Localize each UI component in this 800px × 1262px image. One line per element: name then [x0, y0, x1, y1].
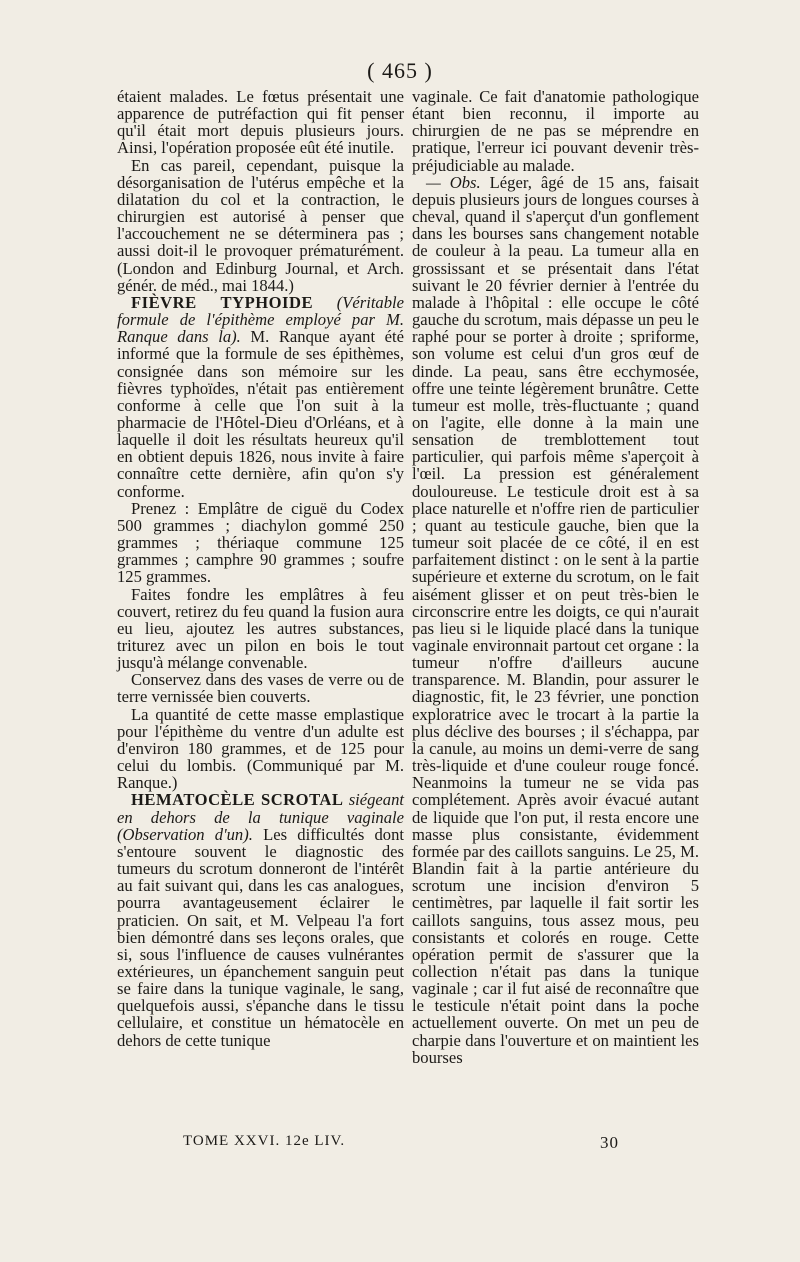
article-subtitle: siégeant en dehors de la tunique vaginale (Observation d'un). — [117, 790, 404, 844]
paragraph: vaginale. Ce fait d'anatomie pathologique étant bien reconnu, il importe au chirurgien de ne pas se méprendre en pratique, l'erreur ici pouvant devenir très-préjudiciable au malade. — [412, 87, 699, 175]
article-typhoid — [117, 294, 404, 500]
paragraph: étaient malades. Le fœtus présentait une apparence de putréfaction qui fit penser qu'il était mort depuis plusieurs jours. Ainsi, l'opération proposée eût été inutile. — [117, 87, 404, 158]
article-text: M. Ranque ayant été informé que la formule de ses épithèmes, consignée dans son mémoire sur les fièvres typhoïdes, n'était pas entièrement conforme à celle que l'on suit à la pharmacie de l'Hôtel-Dieu d'Orléans, et à laquelle il doit les résultats heureux qu'il en obtient depuis 1826, nous invite à faire connaître cette dernière, afin qu'on s'y conforme. — [117, 327, 404, 501]
paragraph: Prenez : Emplâtre de ciguë du Codex 500 grammes ; diachylon gommé 250 grammes ; thériaque commune 125 grammes ; camphre 90 grammes ; soufre 125 grammes. — [117, 498, 404, 587]
obs-text: Léger, âgé de 15 ans, faisait depuis plusieurs jours de longues courses à cheval, quand il s'aperçut d'un gonflement dans les bourses sans changement notable de couleur à la peau. La tumeur alla en grossissant et se présentait dans l'état suivant le 20 février dernier à l'entrée du malade à l'hôpital : elle occupe le côté gauche du scrotum, mais dépasse un peu le raphé pour se porter à droite ; spriforme, son volume est celui d'un gros œuf de dinde. La peau, sans être ecchymosée, offre une teinte légèrement brunâtre. Cette tumeur est molle, très-fluctuante ; quand on l'agite, elle donne à la main une sensation de tremblottement tout particulier, qui parfois même s'aperçoit à l'œil. La pression est généralement douloureuse. Le testicule droit est à sa place naturelle et n'offre rien de particulier ; quant au testicule gauche, bien que la tumeur soit placée de ce côté, il en est parfaitement distinct : on le sent à la partie supérieure et externe du scrotum, on le fait aisément glisser et on peut très-bien le circonscrire entre les doigts, ce qui n'aurait pas lieu si le liquide placé dans la tunique vaginale environnait partout cet organe : la tumeur n'offre d'ailleurs aucune transparence. M. Blandin, pour assurer le diagnostic, fit, le 23 février, une ponction exploratrice avec le trocart à la partie la plus déclive des bourses ; il s'échappa, par la canule, au moins un demi-verre de sang très-liquide et d'une couleur rouge foncé. Neanmoins la tumeur ne se vida pas complétement. Après avoir évacué autant de liquide que l'on put, il resta encore une masse plus consistante, évidemment formée par des caillots sanguins. Le 25, M. Blandin fait à la partie antérieure du scrotum une incision d'environ 5 centimètres, par laquelle il fait sortir les caillots sanguins, tous assez mous, peu consistants et colorés en rouge. Cette opération permit de s'assurer que la collection n'était pas dans la tunique vaginale ; car il fut aisé de reconnaître que le testicule n'était point dans la poche actuellement ouverte. On met un peu de charpie dans l'ouverture et on maintient les bourses — [412, 172, 699, 1067]
printer-signature: TOME XXVI. 12e LIV. — [183, 1133, 346, 1149]
article-text: Les difficultés dont s'entoure souvent le diagnostic des tumeurs du scrotum donneront de l'intérêt au fait suivant qui, dans les cas analogues, pourra avantageusement éclairer le praticien. On sait, et M. Velpeau l'a fort bien démontré dans ses leçons orales, que si, sous l'influence de causes vulnérantes extérieures, un épanchement sanguin peut se faire dans la tunique vaginale, le sang, quelquefois aussi, s'épanche dans le tissu cellulaire, et constitue un hématocèle en dehors de cette tunique — [117, 824, 404, 1050]
article-title: HEMATOCÈLE SCROTAL — [131, 790, 344, 810]
article-title: FIÈVRE TYPHOIDE — [131, 292, 314, 312]
paragraph: En cas pareil, cependant, puisque la désorganisation de l'utérus empêche et la dilatation du col et la contraction, le chirurgien est autorisé à penser que l'accouchement ne se déterminera pas ; aussi doit-il le provoquer prématurément. (London and Edinburg Journal, et Arch. génér. de méd., mai 1844.) — [117, 155, 404, 295]
right-column — [412, 88, 699, 1066]
paragraph: Faites fondre les emplâtres à feu couvert, retirez du feu quand la fusion aura eu lieu, ajoutez les autres substances, triturez avec un pilon en bois le tout jusqu'à mélange convenable. — [117, 584, 404, 673]
article-subtitle: (Véritable formule de l'épithème employé par M. Ranque dans la). — [117, 292, 404, 347]
article-hematocele — [117, 791, 404, 1048]
paragraph: La quantité de cette masse emplastique pour l'épithème du ventre d'un adulte est d'environ 180 grammes, et de 125 pour celui du lombis. (Communiqué par M. Ranque.) — [117, 704, 404, 793]
paragraph: Conservez dans des vases de verre ou de terre vernissée bien couverts. — [117, 670, 404, 707]
observation-paragraph — [412, 174, 699, 1066]
obs-label: — Obs. — [426, 172, 481, 192]
page-number: ( 465 ) — [367, 58, 433, 83]
left-column — [117, 88, 404, 1049]
sheet-number: 30 — [600, 1133, 619, 1152]
